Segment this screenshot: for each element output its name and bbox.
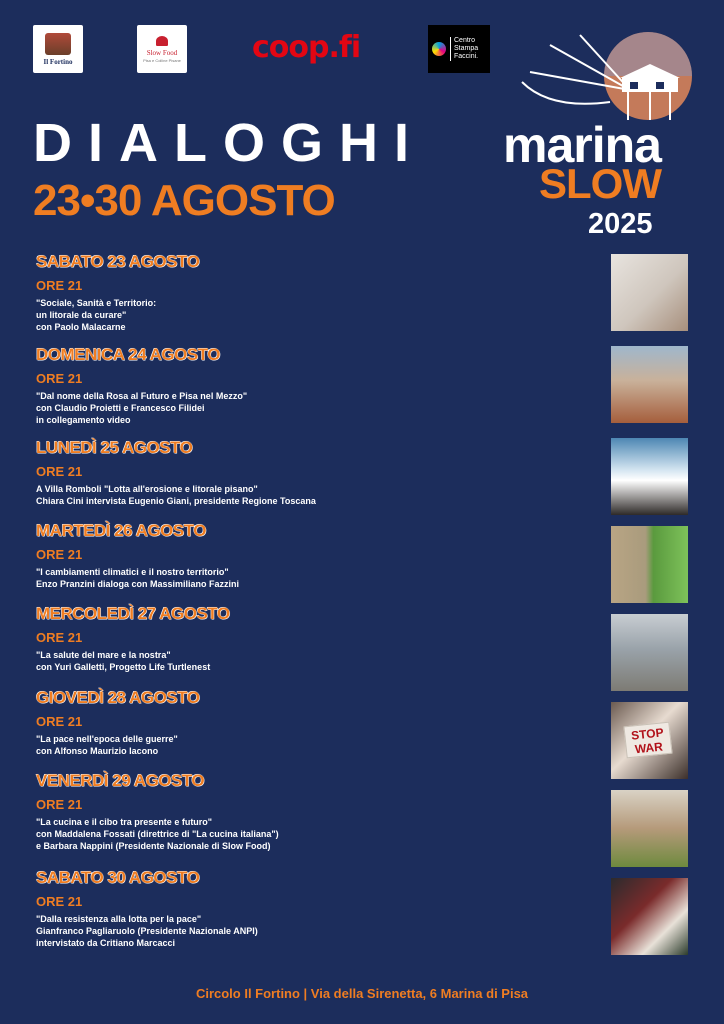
event-line: "Sociale, Sanità e Territorio: (36, 298, 157, 308)
color-wheel-icon (432, 42, 446, 56)
fortino-tower-icon (45, 33, 71, 55)
pisa-cityscape-photo (611, 346, 688, 423)
slow-food-logo-label: Slow Food (146, 48, 178, 57)
event-item (36, 345, 606, 426)
coop-fi-logo: coop.fi (252, 30, 361, 65)
brand-slow: SLOW (539, 160, 661, 207)
food-table-photo (611, 790, 688, 867)
peace-march-photo (611, 878, 688, 955)
event-day: VENERDÌ 29 AGOSTO (36, 771, 205, 790)
sea-waves-photo (611, 438, 688, 515)
healthcare-photo (611, 254, 688, 331)
event-day: SABATO 30 AGOSTO (36, 868, 200, 887)
event-time: ORE 21 (36, 714, 83, 729)
event-item (36, 521, 606, 590)
event-title: DIALOGHI (33, 113, 425, 173)
event-item (36, 688, 606, 757)
event-time: ORE 21 (36, 464, 83, 479)
centro-stampa-faccini-logo (428, 25, 490, 73)
il-fortino-logo (33, 25, 83, 73)
event-line: con Claudio Proietti e Francesco Filidei (36, 403, 205, 413)
event-line: "La cucina e il cibo tra presente e futuro" (36, 817, 213, 827)
event-time: ORE 21 (36, 278, 83, 293)
event-item (36, 604, 606, 673)
event-line: con Yuri Galletti, Progetto Life Turtlenest (36, 662, 211, 672)
event-dates: 23•30 AGOSTO (33, 176, 335, 225)
event-time: ORE 21 (36, 630, 83, 645)
slow-food-logo-sub: Pisa e Colline Pisane (143, 57, 181, 63)
event-line: "Dal nome della Rosa al Futuro e Pisa nel Mezzo" (36, 391, 248, 401)
event-time: ORE 21 (36, 797, 83, 812)
event-day: SABATO 23 AGOSTO (36, 252, 200, 271)
event-line: Gianfranco Pagliaruolo (Presidente Nazionale ANPI) (36, 926, 258, 936)
stampa-logo-text: Centro Stampa Faccini. (450, 37, 478, 61)
brand-marina: marina (503, 117, 661, 173)
brand-year: 2025 (588, 208, 653, 240)
event-day: LUNEDÌ 25 AGOSTO (36, 438, 193, 457)
snail-icon (156, 36, 168, 46)
event-day: GIOVEDÌ 28 AGOSTO (36, 688, 200, 707)
fortino-logo-label: Il Fortino (43, 57, 73, 66)
event-line: "Dalla resistenza alla lotta per la pace" (36, 914, 202, 924)
event-line: Enzo Pranzini dialoga con Massimiliano Fazzini (36, 579, 240, 589)
event-day: MARTEDÌ 26 AGOSTO (36, 521, 207, 540)
venue-address: Circolo Il Fortino | Via della Sirenetta, 6 Marina di Pisa (195, 986, 529, 1001)
event-line: "La salute del mare e la nostra" (36, 650, 171, 660)
fishing-hut-sunset-icon (510, 30, 700, 122)
event-time: ORE 21 (36, 371, 83, 386)
slow-food-logo (137, 25, 187, 73)
event-line: A Villa Romboli "Lotta all'erosione e litorale pisano" (36, 484, 258, 494)
stop-war-sign: STOP WAR (623, 722, 672, 759)
event-line: con Alfonso Maurizio Iacono (36, 746, 159, 756)
event-line: un litorale da curare" (36, 310, 127, 320)
event-line: Chiara Cini intervista Eugenio Giani, presidente Regione Toscana (36, 496, 316, 506)
event-time: ORE 21 (36, 894, 83, 909)
event-item (36, 252, 606, 333)
event-line: con Paolo Malacarne (36, 322, 126, 332)
event-item (36, 438, 606, 507)
event-time: ORE 21 (36, 547, 83, 562)
event-day: MERCOLEDÌ 27 AGOSTO (36, 604, 230, 623)
event-day: DOMENICA 24 AGOSTO (36, 345, 221, 364)
event-line: in collegamento video (36, 415, 131, 425)
event-item (36, 868, 606, 949)
event-line: con Maddalena Fossati (direttrice di "La cucina italiana") (36, 829, 279, 839)
climate-tree-photo (611, 526, 688, 603)
event-line: "La pace nell'epoca delle guerre" (36, 734, 178, 744)
event-line: e Barbara Nappini (Presidente Nazionale di Slow Food) (36, 841, 271, 851)
event-item (36, 771, 606, 852)
stop-war-photo (611, 702, 688, 779)
event-line: "I cambiamenti climatici e il nostro territorio" (36, 567, 229, 577)
event-line: intervistato da Critiano Marcacci (36, 938, 176, 948)
sea-plastic-photo (611, 614, 688, 691)
